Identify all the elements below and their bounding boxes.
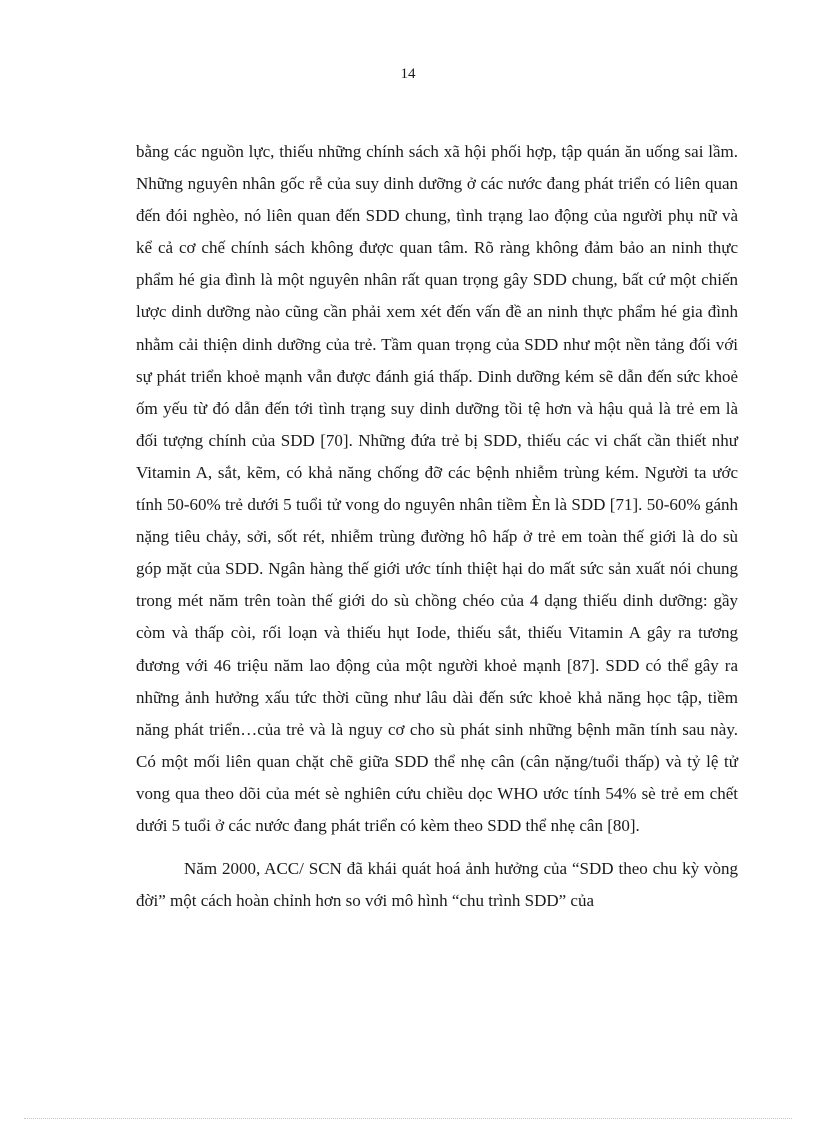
page-number: 14 [400, 66, 416, 82]
paragraph-acc-scn: Năm 2000, ACC/ SCN đã khái quát hoá ảnh hưởng của “SDD theo chu kỳ vòng đời” một cách hoàn chỉnh hơn so với mô hình “chu trình SDD” của [136, 859, 738, 911]
paragraph-continuation: bằng các nguồn lực, thiếu những chính sách xã hội phối hợp, tập quán ăn uống sai lầm. Những nguyên nhân gốc rễ của suy dinh dưỡng ở các nước đang phát triển có liên quan đến đói nghèo, nó liên quan đến SDD chung, tình trạng lao động của người phụ nữ và kể cả cơ chế chính sách không được quan tâm. Rõ ràng không đảm bảo an ninh thực phẩm hé gia đình là một nguyên nhân rất quan trọng gây SDD chung, bất cứ một chiến lược dinh dưỡng nào cũng cần phải xem xét đến vấn đề an ninh thực phẩm hé gia đình nhằm cải thiện dinh dưỡng của trẻ. Tầm quan trọng của SDD như một nền tảng đối với sự phát triển khoẻ mạnh vẫn được đánh giá thấp. Dinh dưỡng kém sẽ dẫn đến sức khoẻ ốm yếu từ đó dẫn đến tới tình trạng suy dinh dưỡng tồi tệ hơn và hậu quả là trẻ em là đối tượng chính của SDD [70]. Những đứa trẻ bị SDD, thiếu các vi chất cần thiết như Vitamin A, sắt, kẽm, có khả năng chống đỡ các bệnh nhiễm trùng kém. Người ta ước tính 50-60% trẻ dưới 5 tuổi tử vong do nguyên nhân tiềm Èn là SDD [71]. 50-60% gánh nặng tiêu chảy, sởi, sốt rét, nhiễm trùng đường hô hấp ở trẻ em toàn thế giới là do sù góp mặt của SDD. Ngân hàng thế giới ước tính thiệt hại do mất sức sản xuất nói chung trong mét năm trên toàn thế giới do sù chồng chéo của 4 dạng thiếu dinh dưỡng: gầy còm và thấp còi, rối loạn và thiếu hụt Iode, thiếu sắt, thiếu Vitamin A gây ra tương đương với 46 triệu năm lao động của một người khoẻ mạnh [87]. SDD có thể gây ra những ảnh hưởng xấu tức thời cũng như lâu dài đến sức khoẻ khả năng học tập, tiềm năng phát triển…của trẻ và là nguy cơ cho sù phát sinh những bệnh mãn tính sau này. Có một mối liên quan chặt chẽ giữa SDD thể nhẹ cân (cân nặng/tuổi thấp) và tỷ lệ tử vong qua theo dõi của mét sè nghiên cứu chiều dọc WHO ước tính 54% sè trẻ em chết dưới 5 tuổi ở các nước đang phát triển có kèm theo SDD thể nhẹ cân [80]. [136, 142, 738, 835]
page-bottom-divider [24, 1118, 792, 1119]
document-body [136, 136, 738, 917]
